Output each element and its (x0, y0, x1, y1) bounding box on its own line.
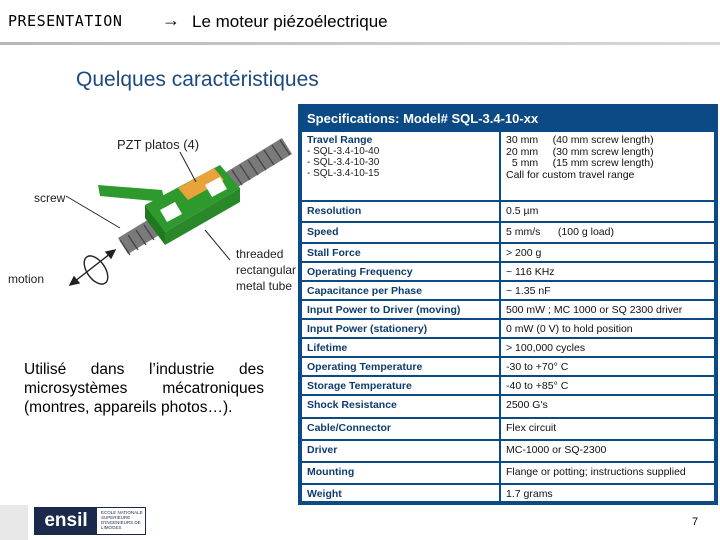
spec-value: > 100,000 cycles (501, 339, 714, 356)
screw-label: screw (34, 191, 66, 205)
spec-value: Flex circuit (501, 419, 714, 439)
spec-value: 1.7 grams (501, 485, 714, 501)
spec-value: -40 to +85° C (501, 377, 714, 394)
table-row (302, 377, 714, 394)
spec-label: Lifetime (302, 339, 499, 356)
motor-body (145, 165, 240, 245)
section-label: PRESENTATION (8, 12, 123, 30)
spec-value: -30 to +70° C (501, 358, 714, 375)
logo-word: ensil (35, 508, 97, 534)
table-row (302, 339, 714, 356)
flex-circuit (98, 185, 165, 202)
spec-value: 500 mW ; MC 1000 or SQ 2300 driver (501, 301, 714, 318)
spec-value: 0 mW (0 V) to hold position (501, 320, 714, 337)
motion-arrows-icon (70, 250, 115, 288)
ensil-logo (34, 507, 146, 535)
table-row (302, 485, 714, 501)
spec-value: 5 mm/s (100 g load) (501, 223, 714, 242)
spec-value: Flange or potting; instructions supplied (501, 463, 714, 483)
table-row (302, 223, 714, 242)
page-title: Le moteur piézoélectrique (192, 12, 388, 31)
tube-label-line3: metal tube (236, 279, 293, 293)
spec-label: Driver (302, 441, 499, 461)
header-divider (0, 42, 720, 45)
spec-value: 0.5 µm (501, 202, 714, 221)
spec-label: Weight (302, 485, 499, 501)
spec-label: Storage Temperature (302, 377, 499, 394)
table-row (302, 301, 714, 318)
spec-table-title: Specifications: Model# SQL-3.4-10-xx (307, 111, 539, 126)
table-row (302, 263, 714, 280)
table-row (302, 132, 714, 200)
logo-subtext: ECOLE NATIONALE SUPERIEURE D'INGENIEURS DE LIMOGES (101, 510, 143, 530)
spec-value: ~ 116 KHz (501, 263, 714, 280)
spec-label: Stall Force (302, 244, 499, 261)
spec-label: Speed (302, 223, 499, 242)
table-row (302, 320, 714, 337)
table-row (302, 463, 714, 483)
table-row (302, 358, 714, 375)
spec-label: Shock Resistance (302, 396, 499, 417)
spec-table (298, 104, 718, 505)
header (0, 0, 720, 46)
spec-value: 30 mm (40 mm screw length) 20 mm (30 mm screw length) 5 mm (15 mm screw length) Call for custom travel range (501, 132, 714, 200)
spec-value: ~ 1.35 nF (501, 282, 714, 299)
pzt-label: PZT platos (4) (117, 137, 200, 152)
slide-subtitle: Quelques caractéristiques (76, 68, 319, 91)
spec-label: Operating Frequency (302, 263, 499, 280)
description-text: Utilisé dans l’industrie des microsystèmes mécatroniques (montres, appareils photos…). (24, 361, 264, 416)
spec-value: 2500 G's (501, 396, 714, 417)
arrow-icon: → (162, 10, 180, 30)
table-row (302, 419, 714, 439)
tube-label-line1: threaded (236, 247, 284, 261)
tube-label-line2: rectangular (236, 263, 297, 277)
table-row (302, 282, 714, 299)
motion-label: motion (8, 272, 45, 286)
spec-label: Cable/Connector (302, 419, 499, 439)
table-row (302, 441, 714, 461)
spec-value: > 200 g (501, 244, 714, 261)
spec-label: Resolution (302, 202, 499, 221)
spec-label: Capacitance per Phase (302, 282, 499, 299)
table-row (302, 202, 714, 221)
spec-label: Operating Temperature (302, 358, 499, 375)
spec-label: Input Power (stationery) (302, 320, 499, 337)
table-row (302, 244, 714, 261)
page-number: 7 (692, 516, 699, 528)
corner-decoration (0, 505, 28, 540)
spec-value: MC-1000 or SQ-2300 (501, 441, 714, 461)
spec-label: Travel Range - SQL-3.4-10-40 - SQL-3.4-10-30 - SQL-3.4-10-15 (302, 132, 499, 200)
table-row (302, 396, 714, 417)
spec-label: Mounting (302, 463, 499, 483)
motor-diagram (0, 110, 300, 300)
spec-label: Input Power to Driver (moving) (302, 301, 499, 318)
